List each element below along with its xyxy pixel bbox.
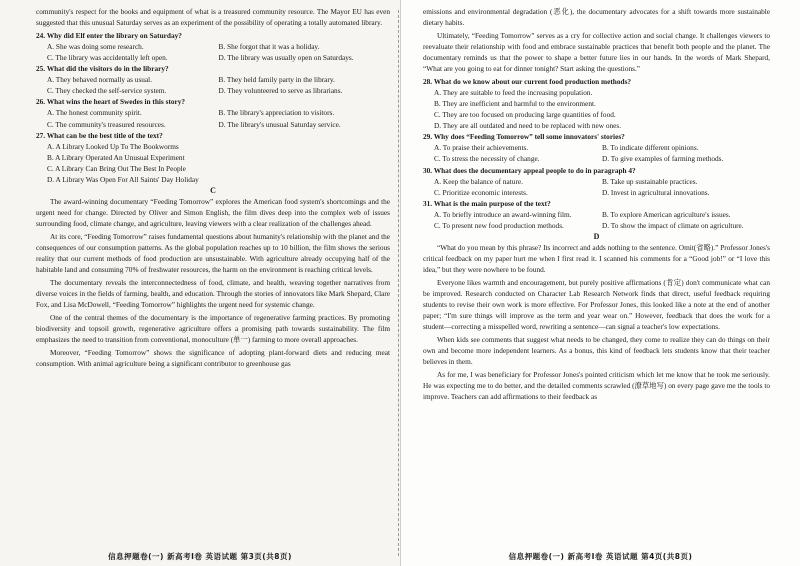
option-d: D. The library was usually open on Saturdays. bbox=[218, 52, 354, 62]
question-30 bbox=[423, 165, 770, 198]
option-d: D. The library's unusual Saturday service. bbox=[218, 119, 341, 129]
option-d: D. Invest in agricultural innovations. bbox=[602, 187, 710, 197]
page-footer: 信息押题卷(一) 新高考Ⅰ卷 英语试题 第4页(共8页) bbox=[508, 552, 693, 561]
passage-paragraph: As for me, I was beneficiary for Professor Jones's pointed criticism which let me know that he took me seriously. He was expecting me to do better, and the detailed comments scrawled (潦草地写) on every page gave me the tools to improve. Teachers can add affirmations to their feedback as bbox=[423, 369, 770, 402]
option-b: B. The library's appreciation to visitors. bbox=[218, 108, 335, 118]
option-d: D. To show the impact of climate on agriculture. bbox=[602, 220, 744, 230]
question-29 bbox=[423, 131, 770, 164]
option-a: A. Keep the balance of nature. bbox=[434, 176, 523, 186]
passage-paragraph: One of the central themes of the documentary is the importance of regenerative farming practices. By promoting biodiversity and topsoil growth, regenerative agriculture offers a promising path towards sustainability. The film emphasizes the need to transition from conventional, monoculture (单一) farming to more overall approaches. bbox=[36, 312, 390, 344]
passage-paragraph: emissions and environmental degradation (恶化), the documentary advocates for a shift towards more sustainable dietary habits. bbox=[423, 7, 770, 28]
option-d: D. They volunteered to serve as librarians. bbox=[218, 86, 343, 96]
section-heading-d: D bbox=[593, 232, 600, 242]
question-24 bbox=[36, 30, 390, 63]
passage-paragraph: Ultimately, “Feeding Tomorrow” serves as a cry for collective action and social change. It challenges viewers to reevaluate their relationship with food and embrace sustainable practices that benefit both people and the planet. The documentary reminds us that the power to shape a better future lies in our hands. In the words of Mark Shepard, “What are you going to eat for dinner tonight? Start asking the questions.” bbox=[423, 30, 770, 74]
option-c: C. The library was accidentally left open. bbox=[47, 52, 168, 62]
passage-paragraph: Moreover, “Feeding Tomorrow” shows the significance of adopting plant-forward diets and reducing meat consumption. With animal agriculture being a significant contributor to greenhouse gas bbox=[36, 347, 390, 368]
question-stem: 29. Why does “Feeding Tomorrow” tell some innovators' stories? bbox=[423, 132, 625, 142]
option-d: D. They are all outdated and need to be replaced with new ones. bbox=[434, 121, 622, 131]
question-25 bbox=[36, 63, 390, 96]
option-a: A. They behaved normally as usual. bbox=[47, 75, 153, 85]
option-a: A. To briefly introduce an award-winning film. bbox=[434, 209, 572, 219]
question-stem: 26. What wins the heart of Swedes in this story? bbox=[36, 97, 186, 107]
question-stem: 28. What do we know about our current food production methods? bbox=[423, 76, 632, 86]
option-b: B. She forgot that it was a holiday. bbox=[218, 41, 320, 51]
passage-paragraph: The documentary reveals the interconnectedness of food, climate, and health, weaving together narratives from diverse voices in the fields of farming, health, and education. Through the stories of innovators like Mark Shepard, Clare Fox, and Lisa McDowell, “Feeding Tomorrow” highlights the urgent need for systemic change. bbox=[36, 277, 390, 310]
question-stem: 30. What does the documentary appeal people to do in paragraph 4? bbox=[423, 165, 636, 175]
option-c: C. To stress the necessity of change. bbox=[434, 154, 540, 164]
passage-paragraph: “What do you mean by this phrase? Its incorrect and adds nothing to the sentence. Omit(省略).” Professor Jones's critical feedback on my paper hurt me when I first read it. I scanned his comments for a “Good job!” or “I love this idea,” but they were nowhere to be found. bbox=[423, 243, 770, 275]
question-stem: 24. Why did Elf enter the library on Saturday? bbox=[36, 30, 182, 40]
option-a: A. The honest community spirit. bbox=[47, 108, 142, 118]
section-heading-c: C bbox=[210, 186, 216, 196]
option-d: D. To give examples of farming methods. bbox=[602, 154, 724, 164]
question-27 bbox=[36, 130, 390, 185]
right-page bbox=[400, 0, 800, 566]
question-31 bbox=[423, 198, 770, 231]
page-footer: 信息押题卷(一) 新高考Ⅰ卷 英语试题 第3页(共8页) bbox=[108, 552, 292, 561]
option-b: B. They are inefficient and harmful to the environment. bbox=[434, 98, 596, 108]
option-b: B. A Library Operated An Unusual Experiment bbox=[47, 152, 185, 162]
question-28 bbox=[423, 76, 770, 131]
option-d: D. A Library Was Open For All Saints' Day Holiday bbox=[47, 175, 199, 184]
option-c: C. The community's treasured resources. bbox=[47, 119, 166, 129]
option-b: B. To indicate different opinions. bbox=[602, 143, 699, 153]
question-stem: 27. What can be the best title of the text? bbox=[36, 130, 163, 140]
option-b: B. They held family party in the library. bbox=[218, 75, 335, 85]
passage-paragraph: At its core, “Feeding Tomorrow” raises fundamental questions about humanity's relationship with the planet and the consequences of our consumption patterns. As the global population reaches up to 10 billion, the film shows the serious reality that our current methods of food production are unsustainable. With agriculture already occupying half of the habitable land and consuming 70% of freshwater resources, the harm on the environment is reaching critical levels. bbox=[36, 231, 390, 275]
option-c: C. A Library Can Bring Out The Best In People bbox=[47, 163, 186, 173]
option-c: C. They are too focused on producing large quantities of food. bbox=[434, 110, 616, 120]
option-c: C. To present new food production methods. bbox=[434, 220, 564, 230]
option-c: C. Prioritize economic interests. bbox=[434, 187, 528, 197]
question-stem: 25. What did the visitors do in the library? bbox=[36, 64, 169, 74]
option-b: B. To explore American agriculture's issues. bbox=[602, 209, 731, 219]
intro-paragraph: community's respect for the books and equipment of what is a treasured community resource. The Mayor EU has even suggested that this unusual Saturday serves as an experiment of the possibility of operating a totally automated library. bbox=[36, 7, 390, 28]
option-b: B. Take up sustainable practices. bbox=[602, 176, 698, 186]
page-divider bbox=[398, 10, 399, 556]
passage-paragraph: The award-winning documentary “Feeding Tomorrow” explores the American food system's shortcomings and the urgent need for change. Directed by Oliver and Simon English, the film dives deep into the complex web of issues surrounding food, climate change, and agriculture, leaving viewers with a clear realization of the challenges ahead. bbox=[36, 197, 390, 229]
option-a: A. To praise their achievements. bbox=[434, 143, 529, 153]
passage-paragraph: Everyone likes warmth and encouragement, but purely positive affirmations (肯定) don't communicate what can be improved. Research conducted on Character Lab Research Network finds that direct, useful feedback requiring students to revise their own work is more effective. For Professor Jones, this looked like a note at the end of another paper; “I'm sure things will improve as the term and year wear on.” However, feedback that does the work for a student—correcting a misspelled word, rewriting a sentence—can signal a teacher's low expectations. bbox=[423, 277, 770, 332]
option-a: A. They are suitable to feed the increasing population. bbox=[434, 87, 593, 97]
option-c: C. They checked the self-service system. bbox=[47, 86, 167, 96]
option-a: A. A Library Looked Up To The Bookworms bbox=[47, 141, 179, 151]
option-a: A. She was doing some research. bbox=[47, 41, 144, 51]
question-stem: 31. What is the main purpose of the text? bbox=[423, 198, 551, 208]
question-26 bbox=[36, 96, 390, 129]
passage-paragraph: When kids see comments that suggest what needs to be changed, they come to realize they can do things on their own and become more independent learners. As a bonus, this kind of feedback lets students know that their teacher believes in them. bbox=[423, 335, 770, 367]
